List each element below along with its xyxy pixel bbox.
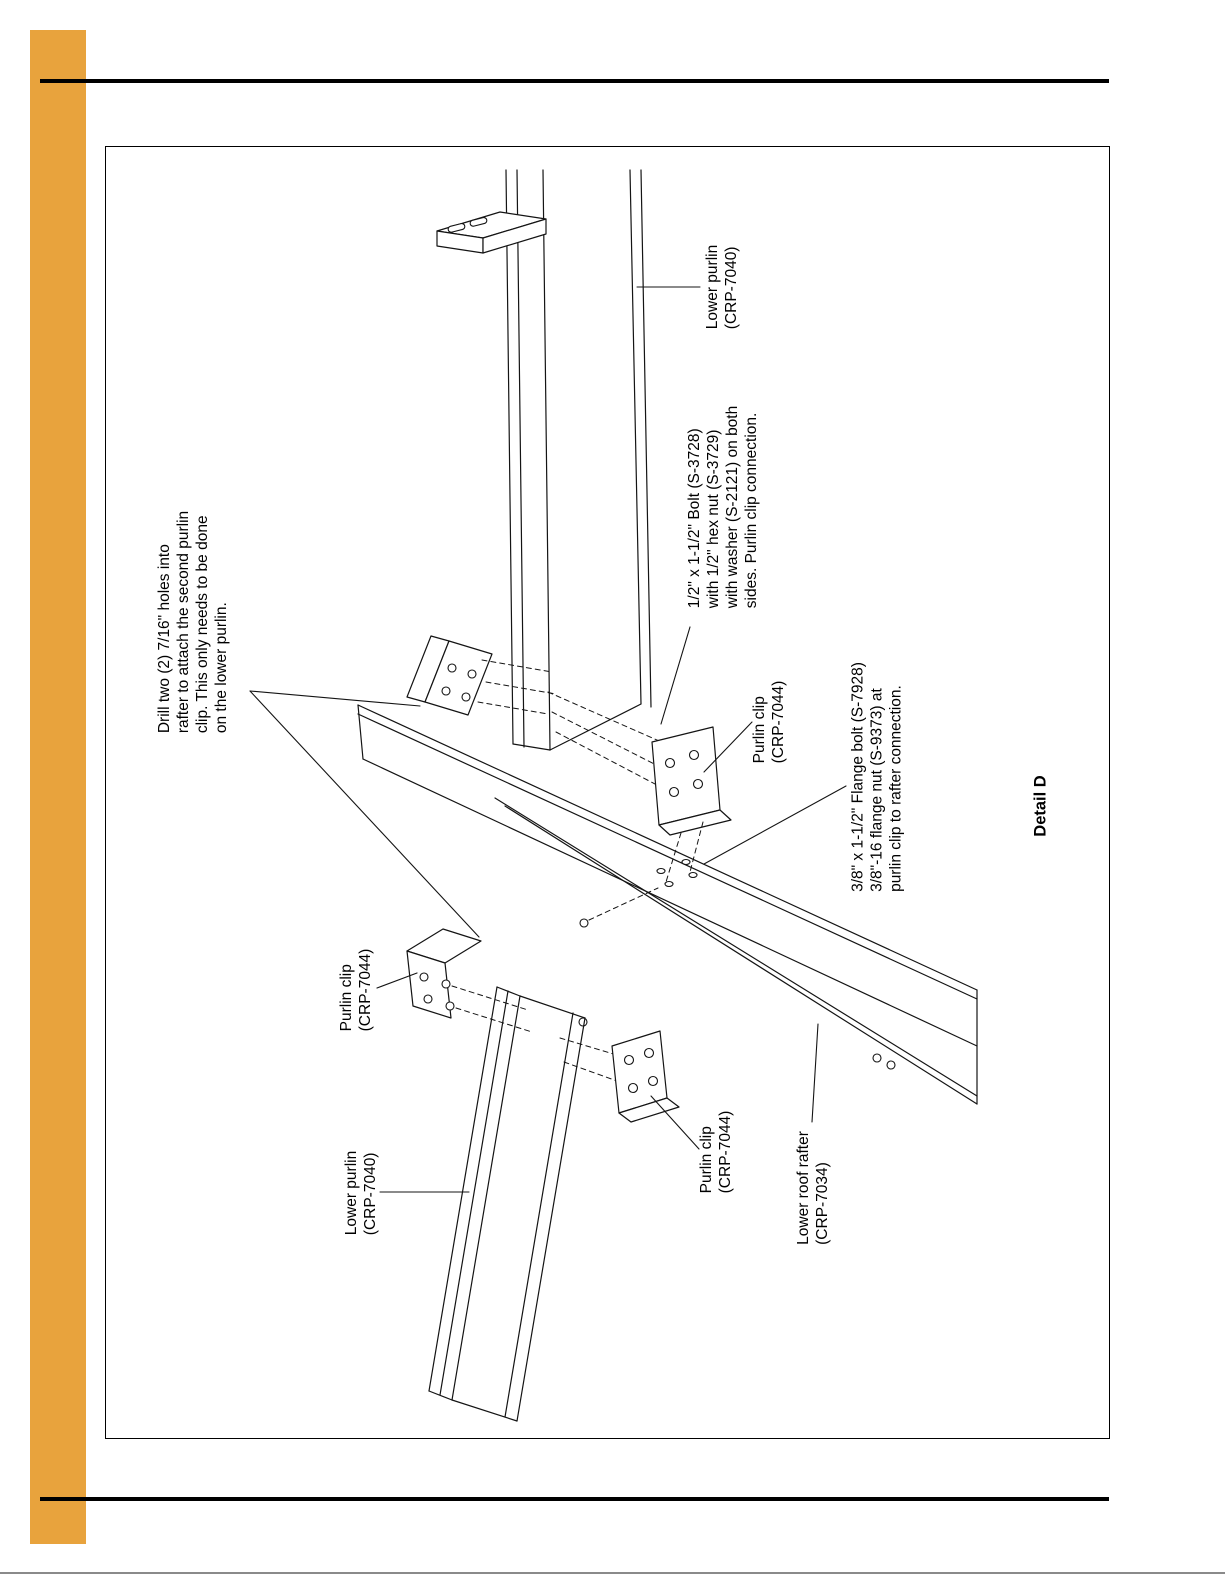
label-line: with 1/2" hex nut (S-3729) bbox=[705, 429, 722, 609]
label-line: Lower roof rafter bbox=[795, 1131, 812, 1245]
footer-rule bbox=[0, 1572, 1225, 1574]
label-purlin-clip-lower bbox=[697, 1111, 735, 1194]
label-lower-roof-rafter bbox=[794, 1131, 832, 1245]
label-line: Purlin clip bbox=[751, 696, 768, 764]
label-line: (CRP-7034) bbox=[814, 1162, 831, 1245]
label-line: 1/2" x 1-1/2" Bolt (S-3728) bbox=[686, 428, 703, 609]
bottom-rule bbox=[40, 1497, 1109, 1501]
label-line: on the lower purlin. bbox=[213, 602, 230, 734]
label-line: (CRP-7044) bbox=[717, 1110, 734, 1194]
label-line: 3/8"-16 flange nut (S-9373) at bbox=[868, 688, 886, 892]
detail-title: Detail D bbox=[1031, 775, 1050, 837]
label-line: rafter to attach the second purlin bbox=[175, 510, 192, 734]
lower-purlin-drawing bbox=[429, 987, 585, 1421]
label-line: Drill two (2) 7/16" holes into bbox=[156, 544, 173, 734]
label-bolt-note bbox=[685, 406, 761, 608]
upper-purlin-drawing bbox=[506, 170, 651, 750]
purlin-clip-left-drawing bbox=[407, 929, 532, 1032]
top-rule bbox=[40, 79, 1109, 83]
accent-bar bbox=[30, 30, 86, 1544]
label-purlin-clip-mid bbox=[750, 681, 788, 764]
label-flange-note bbox=[849, 662, 906, 892]
flange-bolt-hardware-drawing bbox=[589, 822, 703, 920]
label-lower-purlin-bottom bbox=[342, 1151, 380, 1235]
label-line: sides. Purlin clip connection. bbox=[743, 412, 760, 609]
label-lower-purlin-top bbox=[703, 245, 741, 329]
label-line: purlin clip to rafter connection. bbox=[887, 685, 905, 892]
top-clip-drawing bbox=[437, 212, 546, 253]
label-line: clip. This only needs to be done bbox=[194, 515, 211, 734]
label-line: 3/8" x 1-1/2" Flange bolt (S-7928) bbox=[849, 662, 867, 892]
label-line: (CRP-7044) bbox=[357, 948, 374, 1032]
label-line: Purlin clip bbox=[698, 1126, 715, 1194]
label-line: Purlin clip bbox=[338, 964, 355, 1032]
label-line: with washer (S-2121) on both bbox=[724, 405, 741, 609]
label-line: Lower purlin bbox=[343, 1150, 360, 1236]
label-line: Lower purlin bbox=[704, 244, 721, 330]
label-purlin-clip-left bbox=[337, 949, 375, 1032]
label-drill-note bbox=[155, 511, 231, 733]
purlin-clip-upper-left-drawing bbox=[407, 636, 556, 715]
label-line: (CRP-7040) bbox=[362, 1152, 379, 1236]
technical-drawing bbox=[106, 147, 1109, 1437]
label-line: (CRP-7044) bbox=[770, 680, 787, 764]
label-line: (CRP-7040) bbox=[723, 246, 740, 330]
